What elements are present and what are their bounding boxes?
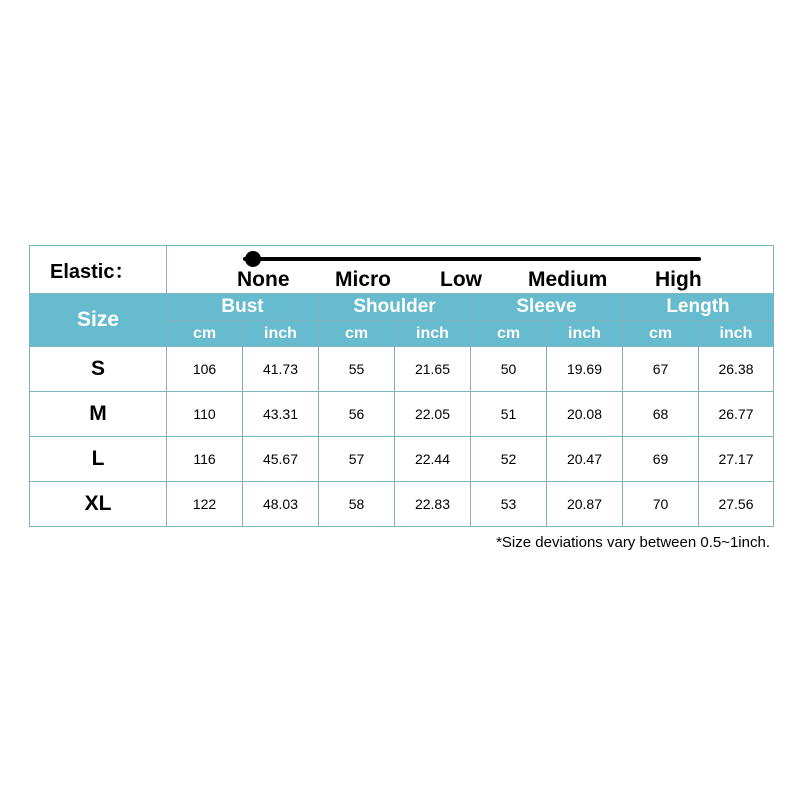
elastic-indicator-dot [245,251,261,267]
table-cell: 20.08 [547,392,623,437]
unit-header: cm [471,321,547,347]
unit-header: inch [243,321,319,347]
table-cell: 19.69 [547,347,623,392]
size-column-header: Size [30,294,167,347]
table-cell: 69 [623,437,699,482]
elastic-option-high: High [655,268,702,291]
table-cell: 50 [471,347,547,392]
table-cell: 26.77 [699,392,774,437]
size-cell: L [30,437,167,482]
elastic-row [30,246,774,294]
table-cell: 26.38 [699,347,774,392]
table-cell: 43.31 [243,392,319,437]
table-cell: 45.67 [243,437,319,482]
unit-header: inch [395,321,471,347]
table-row [30,392,774,437]
elastic-scale-line [243,257,701,261]
header-row-groups [30,294,774,321]
table-cell: 41.73 [243,347,319,392]
table-cell: 106 [167,347,243,392]
table-cell: 110 [167,392,243,437]
elastic-scale [167,246,774,294]
table-cell: 48.03 [243,482,319,527]
table-cell: 116 [167,437,243,482]
table-cell: 27.56 [699,482,774,527]
table-cell: 52 [471,437,547,482]
table-cell: 67 [623,347,699,392]
table-cell: 70 [623,482,699,527]
table-cell: 22.44 [395,437,471,482]
table-cell: 20.87 [547,482,623,527]
elastic-label: Elastic： [30,246,167,294]
size-cell: M [30,392,167,437]
size-cell: S [30,347,167,392]
table-cell: 22.83 [395,482,471,527]
unit-header: cm [623,321,699,347]
table-cell: 56 [319,392,395,437]
table-cell: 20.47 [547,437,623,482]
table-row [30,482,774,527]
elastic-option-low: Low [440,268,482,291]
elastic-option-medium: Medium [528,268,608,291]
group-header-sleeve: Sleeve [471,294,623,321]
table-cell: 21.65 [395,347,471,392]
group-header-length: Length [623,294,774,321]
table-cell: 68 [623,392,699,437]
table-cell: 27.17 [699,437,774,482]
table-cell: 22.05 [395,392,471,437]
table-cell: 53 [471,482,547,527]
table-cell: 51 [471,392,547,437]
table-cell: 57 [319,437,395,482]
unit-header: cm [167,321,243,347]
elastic-option-micro: Micro [335,268,392,291]
table-cell: 122 [167,482,243,527]
table-row [30,437,774,482]
elastic-option-none: None [237,268,290,291]
table-cell: 58 [319,482,395,527]
size-chart-table [29,245,774,527]
size-deviation-note: *Size deviations vary between 0.5~1inch. [496,534,770,551]
unit-header: inch [699,321,774,347]
unit-header: inch [547,321,623,347]
table-cell: 55 [319,347,395,392]
group-header-shoulder: Shoulder [319,294,471,321]
size-cell: XL [30,482,167,527]
table-row [30,347,774,392]
unit-header: cm [319,321,395,347]
group-header-bust: Bust [167,294,319,321]
